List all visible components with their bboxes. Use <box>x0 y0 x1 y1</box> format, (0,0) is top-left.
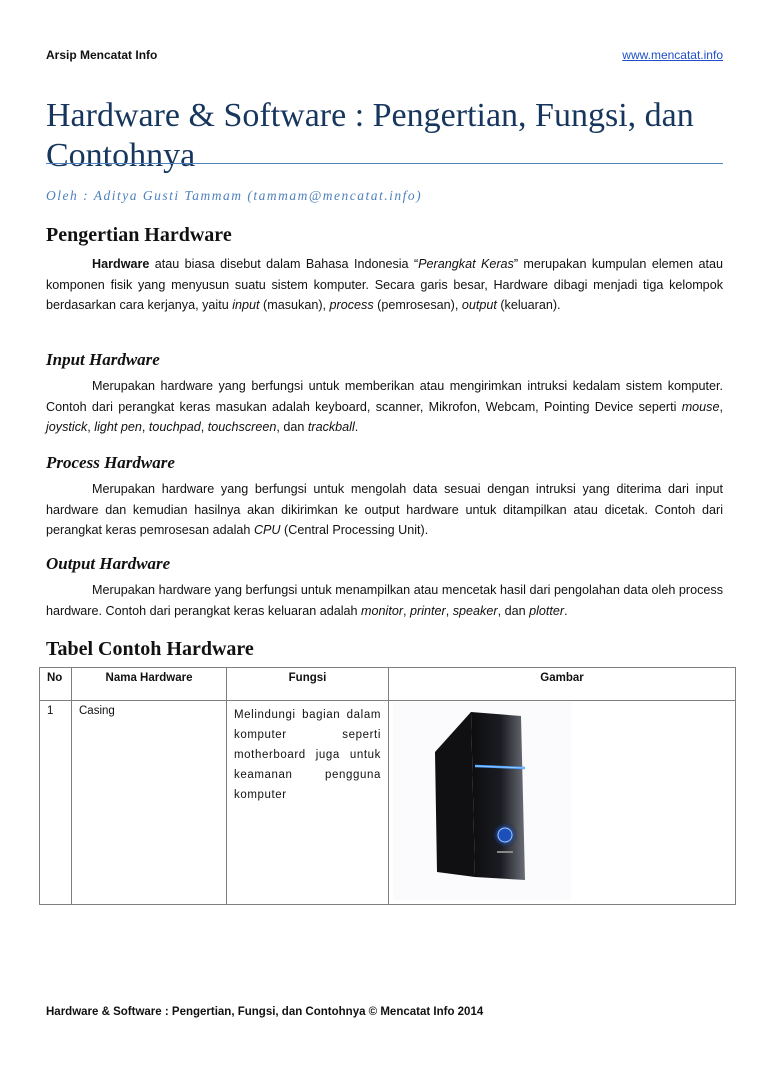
text: ” merupakan kumpulan elemen atau komponen fisik yang menyusun suatu sistem komputer. Secara garis besar, Hardware dibagi menjadi tiga kelompok berdasarkan cara kerjanya, yaitu <box>46 257 724 312</box>
term-process: process <box>329 298 374 312</box>
paragraph-output-hardware: Merupakan hardware yang berfungsi untuk menampilkan atau mencetak hasil dari pengolahan data oleh process hardware. Contoh dari perangkat keras keluaran adalah monitor, printer, speaker, dan plotter. <box>46 583 723 618</box>
term-cpu: CPU <box>253 523 281 537</box>
text: (pemrosesan), <box>373 298 462 312</box>
heading-pengertian: Pengertian Hardware <box>46 224 232 246</box>
example-term: monitor <box>361 603 404 618</box>
text: dan <box>504 603 526 618</box>
paragraph-process-hardware <box>46 479 723 541</box>
cell-image <box>389 701 736 905</box>
example-term: mouse <box>681 399 720 414</box>
document-title: Hardware & Software : Pengertian, Fungsi, dan Contohnya <box>46 97 694 174</box>
title-divider <box>46 163 723 164</box>
example-term: speaker <box>452 603 498 618</box>
text: dan <box>283 420 305 434</box>
cell-no: 1 <box>40 701 72 905</box>
text: (masukan), <box>259 298 330 312</box>
hardware-table <box>39 667 736 905</box>
column-header-no: No <box>40 668 72 701</box>
text: Merupakan hardware yang berfungsi untuk menampilkan atau mencetak hasil dari pengolahan data oleh process hardware. Contoh dari perangkat keras keluaran adalah <box>46 583 723 618</box>
example-term: joystick <box>46 420 88 434</box>
text: atau biasa disebut dalam Bahasa Indonesia “ <box>149 257 419 271</box>
heading-process-hardware: Process Hardware <box>46 453 175 472</box>
term-hardware: Hardware <box>92 257 150 271</box>
text: (Central Processing Unit). <box>280 523 429 537</box>
site-url-link[interactable]: www.mencatat.info <box>622 48 723 62</box>
table-header-row <box>40 668 736 701</box>
column-header-name: Nama Hardware <box>72 668 227 701</box>
heading-table: Tabel Contoh Hardware <box>46 638 254 660</box>
text: (keluaran). <box>496 298 561 312</box>
page-footer: Hardware & Software : Pengertian, Fungsi, dan Contohnya © Mencatat Info 2014 <box>46 1006 484 1018</box>
site-name: Arsip Mencatat Info <box>46 48 158 62</box>
term-perangkat-keras: Perangkat Keras <box>418 257 514 271</box>
table-row <box>40 701 736 905</box>
term-output: output <box>461 298 497 312</box>
text: Merupakan hardware yang berfungsi untuk memberikan atau mengirimkan intruksi kedalam sistem komputer. Contoh dari perangkat keras masukan adalah keyboard, scanner, Mikrofon, Webcam, Pointing Device seperti <box>46 379 723 414</box>
example-term: printer <box>410 603 446 618</box>
example-term: light pen <box>94 420 142 434</box>
pc-casing-icon <box>393 702 571 900</box>
paragraph-pengertian <box>46 254 723 316</box>
term-input: input <box>232 298 260 312</box>
heading-input-hardware: Input Hardware <box>46 350 160 369</box>
paragraph-input-hardware: Merupakan hardware yang berfungsi untuk memberikan atau mengirimkan intruksi kedalam sistem komputer. Contoh dari perangkat keras masukan adalah keyboard, scanner, Mikrofon, Webcam, Pointing Device seperti mouse, joystick, light pen, touchpad, touchscreen, dan trackball. <box>46 379 723 434</box>
example-term: plotter <box>529 603 565 618</box>
author-line: Oleh : Aditya Gusti Tammam (tammam@mencatat.info) <box>46 188 423 203</box>
example-term: trackball <box>307 420 355 434</box>
column-header-image: Gambar <box>389 668 736 701</box>
column-header-function: Fungsi <box>227 668 389 701</box>
pc-casing-image <box>393 702 571 902</box>
text: Merupakan hardware yang berfungsi untuk mengolah data sesuai dengan intruksi yang diterima dari input hardware dan kemudian hasilnya akan dikirimkan ke output hardware untuk ditampilkan atau dicetak. Contoh dari perangkat keras pemrosesan adalah <box>46 482 723 537</box>
cell-name: Casing <box>72 701 227 905</box>
example-term: touchpad <box>148 420 201 434</box>
example-term: touchscreen <box>207 420 277 434</box>
cell-function: Melindungi bagian dalam komputer seperti motherboard juga untuk keamanan pengguna komputer <box>227 701 389 905</box>
heading-output-hardware: Output Hardware <box>46 554 171 573</box>
